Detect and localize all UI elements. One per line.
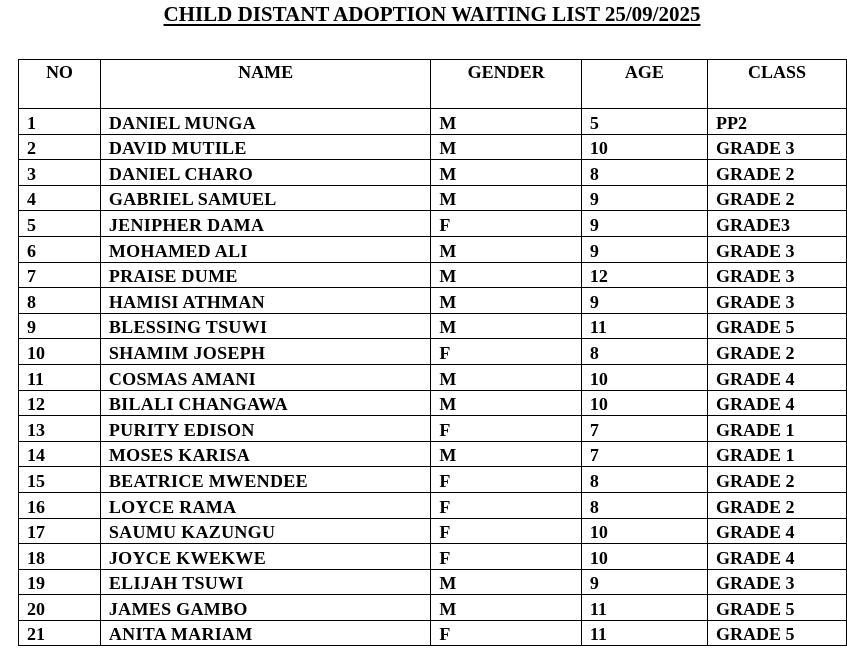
gender-cell: M bbox=[431, 160, 581, 186]
table-row bbox=[19, 620, 847, 646]
class-cell: GRADE 2 bbox=[708, 467, 847, 493]
gender-cell: F bbox=[431, 518, 581, 544]
table-row bbox=[19, 339, 847, 365]
no-cell: 19 bbox=[19, 569, 101, 595]
class-cell: GRADE 4 bbox=[708, 518, 847, 544]
age-cell: 10 bbox=[581, 134, 707, 160]
name-cell: ANITA MARIAM bbox=[100, 620, 430, 646]
header-no: NO bbox=[19, 60, 101, 109]
gender-cell: F bbox=[431, 492, 581, 518]
table-row bbox=[19, 390, 847, 416]
gender-cell: F bbox=[431, 339, 581, 365]
age-cell: 9 bbox=[581, 569, 707, 595]
gender-cell: M bbox=[431, 313, 581, 339]
age-cell: 10 bbox=[581, 364, 707, 390]
no-cell: 14 bbox=[19, 441, 101, 467]
name-cell: MOHAMED ALI bbox=[100, 236, 430, 262]
table-row bbox=[19, 569, 847, 595]
name-cell: LOYCE RAMA bbox=[100, 492, 430, 518]
age-cell: 7 bbox=[581, 416, 707, 442]
name-cell: MOSES KARISA bbox=[100, 441, 430, 467]
no-cell: 15 bbox=[19, 467, 101, 493]
age-cell: 10 bbox=[581, 390, 707, 416]
class-cell: GRADE 3 bbox=[708, 288, 847, 314]
name-cell: BLESSING TSUWI bbox=[100, 313, 430, 339]
name-cell: BILALI CHANGAWA bbox=[100, 390, 430, 416]
age-cell: 11 bbox=[581, 595, 707, 621]
table-row bbox=[19, 109, 847, 135]
gender-cell: M bbox=[431, 595, 581, 621]
table-row bbox=[19, 467, 847, 493]
name-cell: DANIEL CHARO bbox=[100, 160, 430, 186]
name-cell: JAMES GAMBO bbox=[100, 595, 430, 621]
header-row bbox=[19, 60, 847, 109]
class-cell: GRADE 2 bbox=[708, 339, 847, 365]
no-cell: 10 bbox=[19, 339, 101, 365]
class-cell: GRADE 5 bbox=[708, 313, 847, 339]
class-cell: GRADE 5 bbox=[708, 620, 847, 646]
gender-cell: F bbox=[431, 620, 581, 646]
gender-cell: M bbox=[431, 236, 581, 262]
table-header bbox=[19, 60, 847, 109]
table-row bbox=[19, 185, 847, 211]
age-cell: 10 bbox=[581, 518, 707, 544]
no-cell: 7 bbox=[19, 262, 101, 288]
gender-cell: F bbox=[431, 544, 581, 570]
table-row bbox=[19, 492, 847, 518]
table-row bbox=[19, 544, 847, 570]
table-row bbox=[19, 160, 847, 186]
no-cell: 3 bbox=[19, 160, 101, 186]
class-cell: GRADE 2 bbox=[708, 160, 847, 186]
age-cell: 5 bbox=[581, 109, 707, 135]
age-cell: 11 bbox=[581, 620, 707, 646]
class-cell: GRADE 3 bbox=[708, 569, 847, 595]
name-cell: SHAMIM JOSEPH bbox=[100, 339, 430, 365]
no-cell: 16 bbox=[19, 492, 101, 518]
table-row bbox=[19, 262, 847, 288]
age-cell: 9 bbox=[581, 288, 707, 314]
table-row bbox=[19, 416, 847, 442]
class-cell: GRADE 3 bbox=[708, 262, 847, 288]
class-cell: PP2 bbox=[708, 109, 847, 135]
class-cell: GRADE 4 bbox=[708, 364, 847, 390]
name-cell: JENIPHER DAMA bbox=[100, 211, 430, 237]
header-class: CLASS bbox=[708, 60, 847, 109]
age-cell: 7 bbox=[581, 441, 707, 467]
gender-cell: M bbox=[431, 569, 581, 595]
gender-cell: M bbox=[431, 441, 581, 467]
table-body bbox=[19, 109, 847, 646]
age-cell: 10 bbox=[581, 544, 707, 570]
no-cell: 8 bbox=[19, 288, 101, 314]
no-cell: 1 bbox=[19, 109, 101, 135]
waiting-list-table bbox=[18, 59, 847, 646]
header-age: AGE bbox=[581, 60, 707, 109]
class-cell: GRADE 5 bbox=[708, 595, 847, 621]
gender-cell: M bbox=[431, 364, 581, 390]
table-row bbox=[19, 518, 847, 544]
class-cell: GRADE 4 bbox=[708, 544, 847, 570]
table-row bbox=[19, 134, 847, 160]
no-cell: 12 bbox=[19, 390, 101, 416]
age-cell: 8 bbox=[581, 467, 707, 493]
age-cell: 9 bbox=[581, 185, 707, 211]
no-cell: 4 bbox=[19, 185, 101, 211]
name-cell: HAMISI ATHMAN bbox=[100, 288, 430, 314]
no-cell: 18 bbox=[19, 544, 101, 570]
table-row bbox=[19, 441, 847, 467]
no-cell: 6 bbox=[19, 236, 101, 262]
no-cell: 17 bbox=[19, 518, 101, 544]
class-cell: GRADE 1 bbox=[708, 416, 847, 442]
gender-cell: F bbox=[431, 467, 581, 493]
no-cell: 2 bbox=[19, 134, 101, 160]
name-cell: BEATRICE MWENDEE bbox=[100, 467, 430, 493]
name-cell: SAUMU KAZUNGU bbox=[100, 518, 430, 544]
gender-cell: M bbox=[431, 262, 581, 288]
name-cell: PRAISE DUME bbox=[100, 262, 430, 288]
no-cell: 9 bbox=[19, 313, 101, 339]
class-cell: GRADE 1 bbox=[708, 441, 847, 467]
table-row bbox=[19, 211, 847, 237]
class-cell: GRADE3 bbox=[708, 211, 847, 237]
name-cell: JOYCE KWEKWE bbox=[100, 544, 430, 570]
class-cell: GRADE 3 bbox=[708, 134, 847, 160]
table-row bbox=[19, 236, 847, 262]
header-name: NAME bbox=[100, 60, 430, 109]
name-cell: PURITY EDISON bbox=[100, 416, 430, 442]
no-cell: 5 bbox=[19, 211, 101, 237]
age-cell: 9 bbox=[581, 211, 707, 237]
gender-cell: M bbox=[431, 288, 581, 314]
name-cell: COSMAS AMANI bbox=[100, 364, 430, 390]
age-cell: 8 bbox=[581, 339, 707, 365]
age-cell: 12 bbox=[581, 262, 707, 288]
no-cell: 13 bbox=[19, 416, 101, 442]
age-cell: 8 bbox=[581, 160, 707, 186]
age-cell: 8 bbox=[581, 492, 707, 518]
gender-cell: F bbox=[431, 211, 581, 237]
no-cell: 21 bbox=[19, 620, 101, 646]
table-row bbox=[19, 364, 847, 390]
age-cell: 11 bbox=[581, 313, 707, 339]
name-cell: DAVID MUTILE bbox=[100, 134, 430, 160]
name-cell: ELIJAH TSUWI bbox=[100, 569, 430, 595]
name-cell: GABRIEL SAMUEL bbox=[100, 185, 430, 211]
header-gender: GENDER bbox=[431, 60, 581, 109]
gender-cell: M bbox=[431, 134, 581, 160]
gender-cell: F bbox=[431, 416, 581, 442]
no-cell: 20 bbox=[19, 595, 101, 621]
class-cell: GRADE 4 bbox=[708, 390, 847, 416]
table-row bbox=[19, 595, 847, 621]
name-cell: DANIEL MUNGA bbox=[100, 109, 430, 135]
class-cell: GRADE 2 bbox=[708, 185, 847, 211]
no-cell: 11 bbox=[19, 364, 101, 390]
page-title: CHILD DISTANT ADOPTION WAITING LIST 25/09/2025 bbox=[163, 2, 701, 26]
gender-cell: M bbox=[431, 390, 581, 416]
gender-cell: M bbox=[431, 109, 581, 135]
class-cell: GRADE 3 bbox=[708, 236, 847, 262]
table-row bbox=[19, 288, 847, 314]
table-row bbox=[19, 313, 847, 339]
gender-cell: M bbox=[431, 185, 581, 211]
age-cell: 9 bbox=[581, 236, 707, 262]
class-cell: GRADE 2 bbox=[708, 492, 847, 518]
